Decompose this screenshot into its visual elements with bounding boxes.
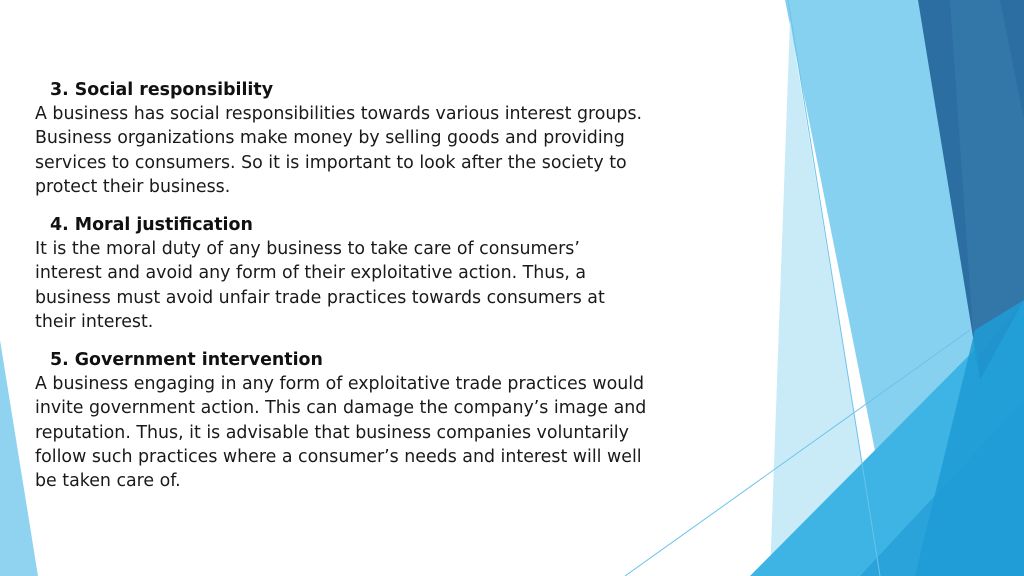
section-government-intervention <box>35 348 675 493</box>
section-heading: 4. Moral justification <box>50 215 253 236</box>
left-edge-triangle <box>0 340 38 576</box>
section-body: It is the moral duty of any business to take care of consumers’ interest and avoid any form of their exploitative action. Thus, a business must avoid unfair trade practices towards consumers at their interest. <box>35 239 605 332</box>
slide-content <box>35 78 675 507</box>
section-body: A business has social responsibilities towards various interest groups. Business organizations make money by selling goods and providing services to consumers. So it is important to look after the society to protect their business. <box>35 104 643 197</box>
section-heading: 5. Government intervention <box>50 350 323 371</box>
section-heading: 3. Social responsibility <box>50 80 274 100</box>
section-moral-justification <box>35 213 675 334</box>
section-body: A business engaging in any form of exploitative trade practices would invite government action. This can damage the company’s image and reputation. Thus, it is advisable that business companies voluntarily follow such practices where a consumer’s needs and interest will well be taken care of. <box>35 374 647 492</box>
section-social-responsibility <box>35 78 675 199</box>
